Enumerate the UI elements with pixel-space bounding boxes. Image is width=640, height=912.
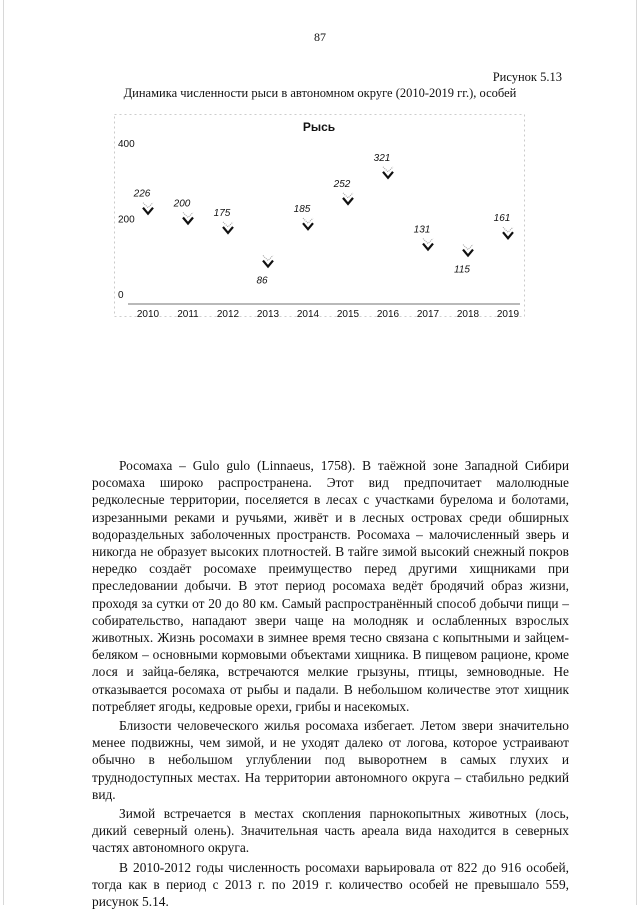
figure-caption: Динамика численности рыси в автономном округе (2010-2019 гг.), особей (123, 86, 517, 100)
data-point-marker (303, 218, 313, 229)
chart-frame (115, 115, 525, 317)
data-point-marker (503, 227, 513, 238)
x-tick-label: 2014 (296, 309, 320, 320)
data-label: 115 (454, 264, 470, 276)
x-tick-label: 2017 (416, 309, 440, 320)
x-tick-label: 2015 (336, 309, 360, 320)
body-text (92, 457, 569, 912)
data-point-marker (423, 239, 433, 250)
x-axis (137, 309, 520, 320)
x-tick-label: 2019 (496, 309, 520, 320)
x-tick-label: 2018 (456, 309, 480, 320)
data-label: 321 (373, 152, 391, 164)
chart-title: Рысь (302, 120, 336, 134)
data-label: 252 (333, 178, 351, 190)
scan-left-edge (3, 0, 4, 905)
data-point-marker (183, 213, 193, 224)
x-tick-label: 2016 (376, 309, 400, 320)
data-label: 226 (133, 188, 151, 200)
data-point-marker (383, 167, 393, 178)
data-label: 86 (256, 275, 268, 287)
x-tick-label: 2011 (177, 309, 199, 320)
data-labels (133, 153, 511, 287)
data-point-marker (223, 222, 233, 233)
data-point-marker (343, 193, 353, 204)
data-label: 175 (213, 207, 231, 219)
y-tick-label: 0 (118, 290, 124, 301)
data-point-marker (263, 256, 273, 267)
y-axis (118, 139, 135, 301)
data-point-marker (463, 245, 473, 256)
paragraph-wolverine-behavior: Близости человеческого жилья росомаха избегает. Летом звери значительно менее подвижны, чем зимой, и не уходят далеко от логова, которое устраивают обычно в небольшом углублении под выворотнем в самых глухих и труднодоступных местах. На территории автономного округа – стабильно редкий вид. (92, 718, 569, 802)
x-tick-label: 2013 (256, 309, 280, 320)
data-label: 131 (413, 224, 431, 236)
y-tick-label: 400 (118, 139, 135, 150)
x-tick-label: 2012 (216, 309, 240, 320)
x-tick-label: 2010 (136, 309, 160, 320)
data-point-marker (143, 203, 153, 214)
data-label: 185 (293, 204, 311, 216)
lynx-population-chart (108, 108, 531, 323)
y-tick-label: 200 (118, 214, 135, 226)
paragraph-wolverine-range: Зимой встречается в местах скопления парнокопытных животных (лось, дикий северный олень). Значительная часть ареала вида находится в северных частях автономного округа. (92, 806, 569, 856)
data-label: 161 (493, 213, 511, 225)
data-label: 200 (173, 198, 191, 210)
data-markers (143, 167, 513, 267)
paragraph-wolverine-numbers: В 2010-2012 годы численность росомахи варьировала от 822 до 916 особей, тогда как в период с 2013 г. по 2019 г. количество особей не превышало 559, рисунок 5.14. (92, 859, 569, 910)
page-number: 87 (314, 30, 326, 44)
figure-label: Рисунок 5.13 (492, 70, 562, 84)
paragraph-wolverine-description: Росомаха – Gulo gulo (Linnaeus, 1758). В таёжной зоне Западной Сибири росомаха широко распространена. Этот вид предпочитает малолюдные редколесные территории, поселяется в лесах с участками бурелома и болотами, изрезанными реками и ручьями, живёт и в лесных островах среди обширных водораздельных заболоченных пространств. Росомаха – малочисленный зверь и никогда не образует высоких плотностей. В тайге зимой высокий снежный покров нередко создаёт росомахе преимущество перед другими хищниками при преследовании добычи. В этот период росомаха ведёт бродячий образ жизни, проходя за сутки от 20 до 80 км. Самый распространённый способ добычи пищи – собирательство, нападают звери чаще на молодняк и ослабленных взрослых животных. Жизнь росомахи в зимнее время тесно связана с копытными и зайцем-беляком – основными кормовыми объектами хищника. В пищевом рационе, кроме лося и зайца-беляка, встречаются мелкие грызуны, птицы, земноводные. Не отказывается росомаха от рыбы и падали. В небольшом количестве этот хищник потребляет ягоды, кедровые орехи, грибы и насекомых. (92, 458, 569, 714)
scan-right-edge (636, 0, 637, 905)
